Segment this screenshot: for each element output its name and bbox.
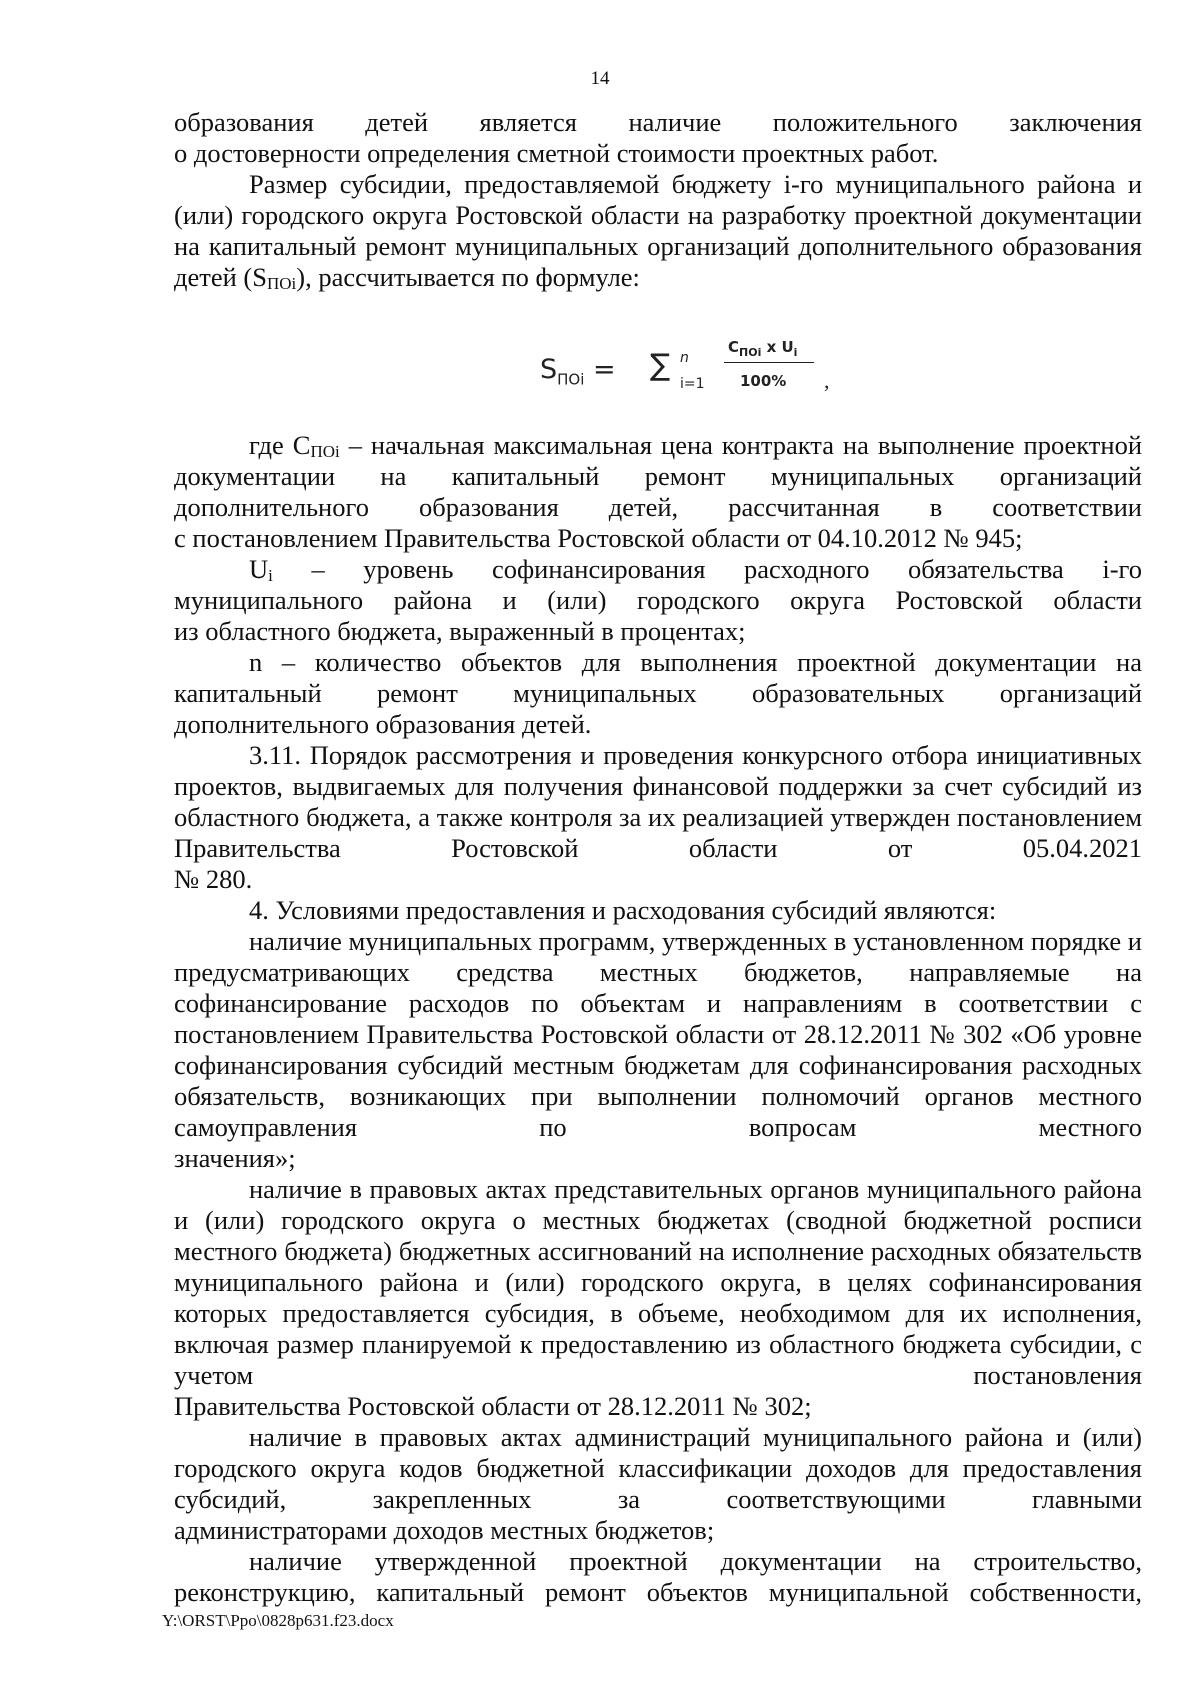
paragraph-condition-design-docs: наличие утвержденной проектной документации на строительство, реконструкцию, капитальный ремонт объектов муниципальной собственности,	[174, 1546, 1142, 1607]
formula-lhs: $S_{ПОi}$ =	[540, 354, 616, 389]
formula-comma: ,	[824, 368, 830, 393]
paragraph-condition-codes: наличие в правовых актах администраций муниципального района и (или) городского округа кодов бюджетной классификации доходов для предоставления субсидий, закрепленных за соответствующими главными	[174, 1422, 1142, 1514]
paragraph-n-definition: n – количество объектов для выполнения проектной документации на капитальный ремонт муниципальных образовательных организаций	[174, 647, 1142, 708]
paragraph-u-definition-last: из областного бюджета, выраженный в процентах;	[174, 616, 746, 646]
paragraph-continuation-line-1: образования детей является наличие положительного заключения	[174, 107, 1142, 137]
paragraph-3-11-last: № 280.	[174, 864, 253, 894]
paragraph-c-definition-last: с постановлением Правительства Ростовской области от 04.10.2012 № 945;	[174, 523, 1023, 553]
paragraph-condition-budget-acts: наличие в правовых актах представительных органов муниципального района и (или) городского округа о местных бюджетах (сводной бюджетной росписи местного бюджета) бюджетных ассигнований на исполнение расходных обязательств муниципального района и (или) городского округа, в целях софинансирования которых предоставляется субсидия, в объеме, необходимом для их исполнения, включая размер планируемой к предоставлению из областного бюджета субсидии, с учетом постановления	[174, 1174, 1142, 1390]
footer-file-path: Y:\ORST\Ppo\0828p631.f23.docx	[162, 1611, 394, 1630]
text-block-main	[174, 430, 1142, 1608]
paragraph-condition-codes-last: администраторами доходов местных бюджетов;	[174, 1515, 715, 1545]
formula-numerator: $C_{ПОi}$ x $U_i$	[728, 338, 798, 359]
formula-fraction-bar	[724, 362, 814, 363]
paragraph-n-definition-last: дополнительного образования детей.	[174, 709, 592, 739]
formula-sum-lower: i=1	[680, 376, 705, 392]
paragraph-continuation-line-2: о достоверности определения сметной стоимости проектных работ.	[174, 138, 939, 168]
paragraph-subsidy-size: Размер субсидии, предоставляемой бюджету i-го муниципального района и (или) городского округа Ростовской области на разработку проектной документации на капитальный ремонт муниципальных организаций дополнительного образования детей $(S_{ПОi})$, рассчитывается по формуле:	[174, 169, 1142, 293]
formula-denominator: 100%	[740, 372, 787, 390]
paragraph-3-11: 3.11. Порядок рассмотрения и проведения конкурсного отбора инициативных проектов, выдвигаемых для получения финансовой поддержки за счет субсидий из областного бюджета, а также контроля за их реализацией утвержден постановлением Правительства Ростовской области от 05.04.2021	[174, 740, 1142, 863]
paragraph-section-4: 4. Условиями предоставления и расходования субсидий являются:	[249, 895, 997, 925]
paragraph-condition-programs: наличие муниципальных программ, утвержденных в установленном порядке и предусматривающих средства местных бюджетов, направляемые на софинансирование расходов по объектам и направлениям в соответствии с постановлением Правительства Ростовской области от 28.12.2011 № 302 «Об уровне софинансирования субсидий местным бюджетам для софинансирования расходных обязательств, возникающих при выполнении полномочий органов местного самоуправления по вопросам местного	[174, 926, 1142, 1142]
paragraph-c-definition: где $C_{ПОi}$ – начальная максимальная цена контракта на выполнение проектной документации на капитальный ремонт муниципальных организаций дополнительного образования детей, рассчитанная в соответствии	[174, 430, 1142, 522]
paragraph-condition-programs-last: значения»;	[174, 1143, 296, 1173]
text-block-top	[174, 107, 1142, 293]
page-number: 14	[590, 68, 610, 89]
paragraph-condition-budget-acts-last: Правительства Ростовской области от 28.12.2011 № 302;	[174, 1391, 812, 1421]
formula-sum-sign: ∑	[650, 348, 671, 383]
paragraph-u-definition: $U_i$ – уровень софинансирования расходного обязательства i-го муниципального района и (или) городского округа Ростовской области	[174, 554, 1142, 615]
formula-sum-upper: n	[680, 350, 689, 366]
